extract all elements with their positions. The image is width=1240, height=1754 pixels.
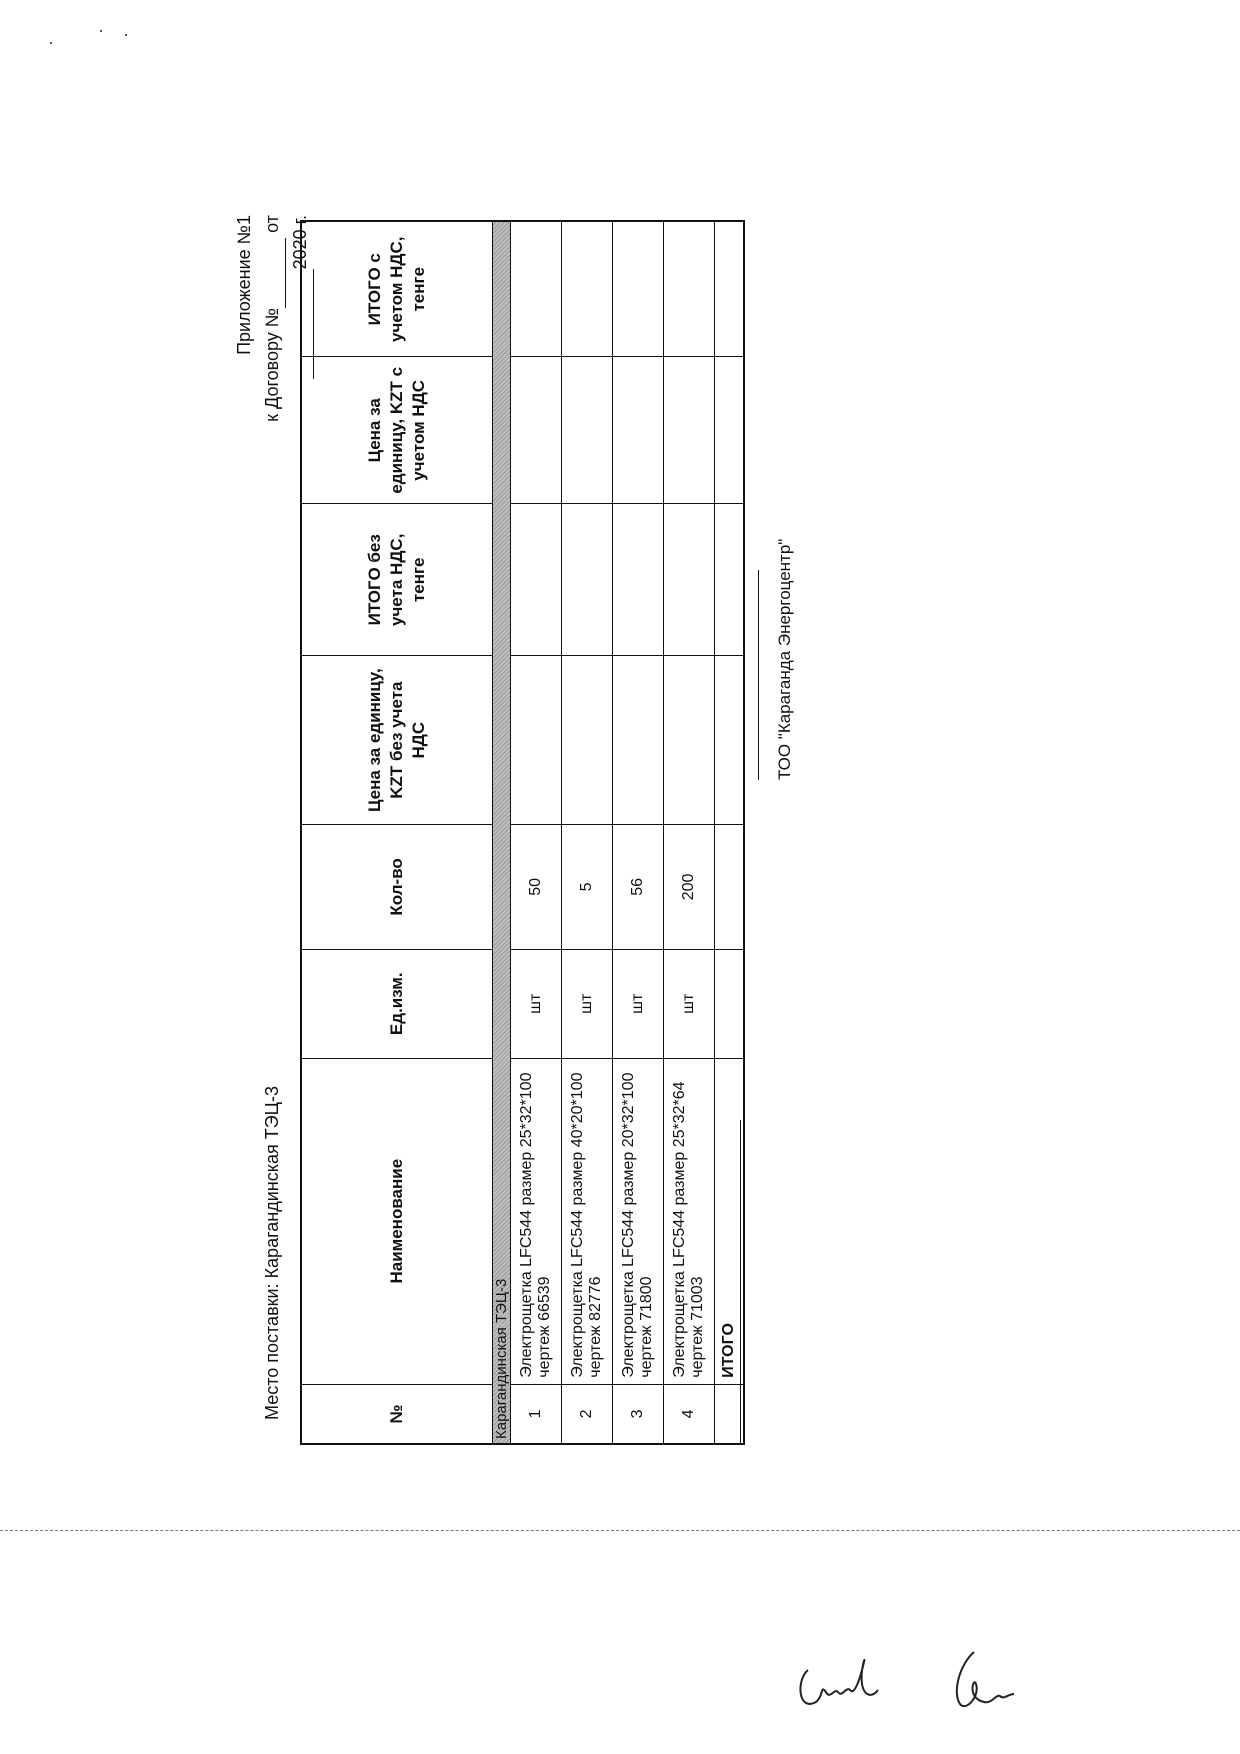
signature-line — [740, 1120, 741, 1445]
cell-price-vat — [613, 357, 664, 504]
cell-number: 3 — [613, 1384, 664, 1444]
specification-table — [300, 220, 745, 1445]
cell-price-vat — [511, 357, 562, 504]
cell-qty: 200 — [664, 824, 715, 949]
table-row — [562, 221, 613, 1444]
cell-qty: 56 — [613, 824, 664, 949]
cell-unit: шт — [511, 949, 562, 1058]
signature-image — [930, 1640, 1050, 1720]
cell-price-no-vat — [664, 656, 715, 825]
cell-total-vat — [715, 221, 745, 357]
cell-qty: 5 — [562, 824, 613, 949]
cell-unit: шт — [664, 949, 715, 1058]
table-row — [664, 221, 715, 1444]
table-row — [511, 221, 562, 1444]
scan-fold-line — [0, 1530, 1240, 1531]
signature-image — [790, 1640, 910, 1720]
cell-number: 2 — [562, 1384, 613, 1444]
company-signature-line — [758, 570, 759, 780]
cell-total-vat — [664, 221, 715, 357]
cell-name: Электрощетка LFC544 размер 20*32*100 чертеж 71800 — [613, 1058, 664, 1384]
cell-name: Электрощетка LFC544 размер 25*32*100 чертеж 66539 — [511, 1058, 562, 1384]
cell-price-no-vat — [613, 656, 664, 825]
col-header-price-vat: Цена за единицу, KZT с учетом НДС — [301, 357, 493, 504]
contract-prefix: к Договору № — [262, 307, 282, 422]
cell-total-no-vat — [511, 504, 562, 656]
cell-price-no-vat — [562, 656, 613, 825]
cell-qty: 50 — [511, 824, 562, 949]
cell-number: 1 — [511, 1384, 562, 1444]
company-name: ТОО "Караганда Энергоцентр" — [775, 538, 794, 780]
supply-place: Место поставки: Карагандинская ТЭЦ-3 — [262, 1086, 282, 1420]
rotated-page-content — [200, 200, 1000, 1530]
scan-speck — [125, 34, 127, 36]
cell-total-no-vat — [613, 504, 664, 656]
col-header-number: № — [301, 1384, 493, 1444]
cell-number: 4 — [664, 1384, 715, 1444]
col-header-unit: Ед.изм. — [301, 949, 493, 1058]
col-header-qty: Кол-во — [301, 824, 493, 949]
cell-name: Электрощетка LFC544 размер 40*20*100 чертеж 82776 — [562, 1058, 613, 1384]
section-title: Карагандинская ТЭЦ-3 — [493, 221, 511, 1444]
table-row — [613, 221, 664, 1444]
cell-price-vat — [715, 357, 745, 504]
cell-total-no-vat — [715, 504, 745, 656]
cell-name: Электрощетка LFC544 размер 25*32*64 чертеж 71003 — [664, 1058, 715, 1384]
cell-qty — [715, 824, 745, 949]
col-header-total-vat: ИТОГО с учетом НДС, тенге — [301, 221, 493, 357]
cell-price-no-vat — [715, 656, 745, 825]
scan-speck — [100, 30, 102, 32]
contract-reference — [258, 215, 286, 485]
cell-unit: шт — [562, 949, 613, 1058]
cell-total-vat — [613, 221, 664, 357]
section-row — [493, 221, 511, 1444]
col-header-total-no-vat: ИТОГО без учета НДС, тенге — [301, 504, 493, 656]
cell-unit — [715, 949, 745, 1058]
cell-total-no-vat — [664, 504, 715, 656]
from-word: от — [262, 215, 282, 233]
col-header-price-no-vat: Цена за единицу, KZT без учета НДС — [301, 656, 493, 825]
cell-total-vat — [511, 221, 562, 357]
appendix-title: Приложение №1 — [234, 215, 254, 355]
contract-year: 2020 г. — [290, 215, 310, 270]
cell-price-vat — [664, 357, 715, 504]
total-label: ИТОГО — [715, 1058, 745, 1384]
scan-speck — [50, 42, 52, 44]
col-header-name: Наименование — [301, 1058, 493, 1384]
table-header-row — [301, 221, 493, 1444]
cell-total-vat — [562, 221, 613, 357]
cell-price-no-vat — [511, 656, 562, 825]
cell-price-vat — [562, 357, 613, 504]
cell-unit: шт — [613, 949, 664, 1058]
cell-total-no-vat — [562, 504, 613, 656]
contract-number-blank — [263, 238, 286, 308]
